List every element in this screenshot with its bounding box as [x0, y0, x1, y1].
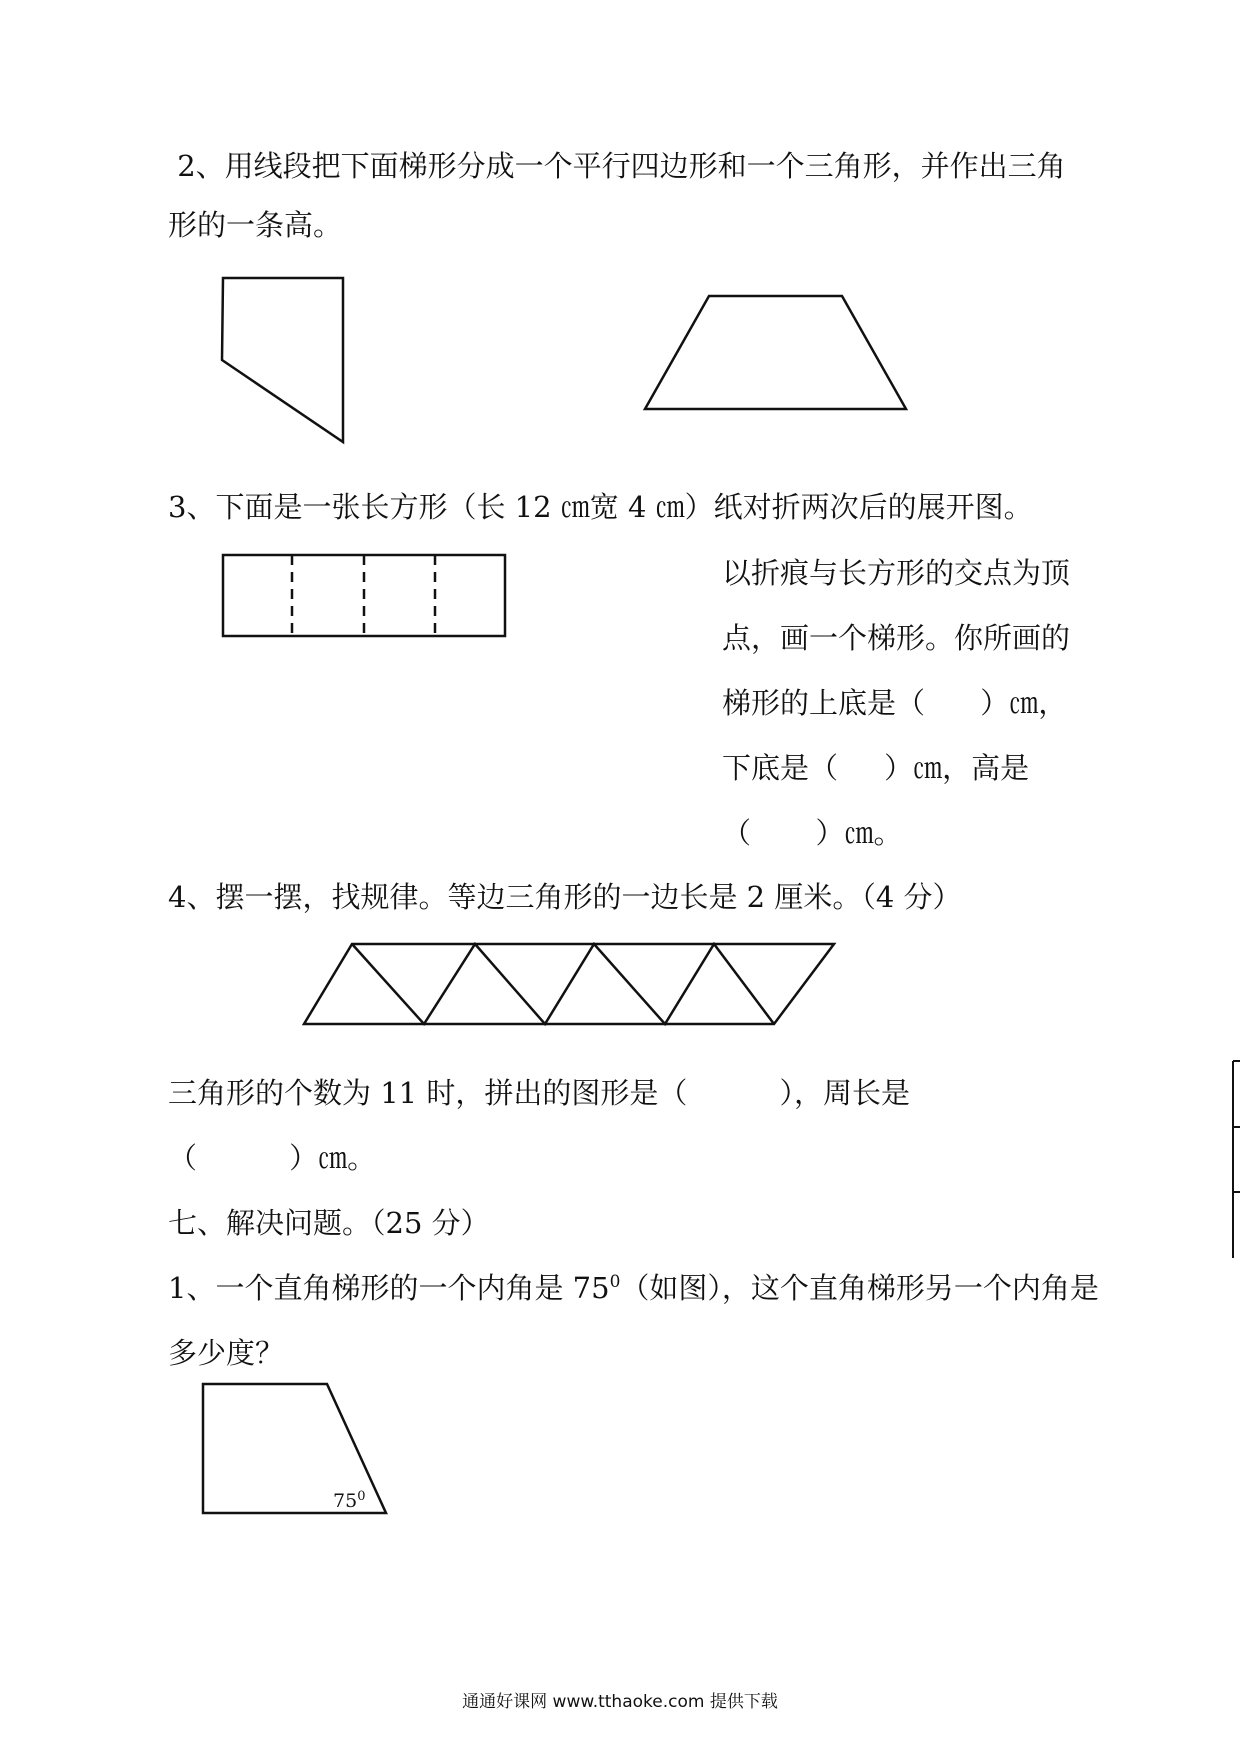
q4-line1: 三角形的个数为 11 时，拼出的图形是（ ），周长是 — [168, 1076, 911, 1110]
q2-isosceles-trapezoid-shape — [645, 296, 906, 409]
q4-triangle-diagonals — [352, 944, 774, 1024]
q2-line1: 2、用线段把下面梯形分成一个平行四边形和一个三角形，并作出三角 — [168, 149, 1066, 183]
q1-text-part2: （如图），这个直角梯形另一个内角是 — [620, 1271, 1099, 1305]
section7-title: 七、解决问题。（25 分） — [168, 1206, 490, 1240]
q1-degree-sup: 0 — [609, 1272, 621, 1292]
q3-text-line2: 点，画一个梯形。你所画的 — [722, 621, 1071, 655]
q3-text-line1: 以折痕与长方形的交点为顶 — [722, 556, 1071, 590]
section7-q1-line2: 多少度？ — [168, 1336, 285, 1370]
q3-text-line5: （ ）㎝。 — [722, 816, 903, 850]
q2-line2: 形的一条高。 — [168, 208, 343, 242]
edge-table-marks — [1233, 1061, 1240, 1258]
q1-text-part1: 1、一个直角梯形的一个内角是 75 — [168, 1271, 610, 1305]
q3-text-line3: 梯形的上底是（ ）㎝， — [722, 686, 1068, 720]
page-footer: 通通好课网 www.tthaoke.com 提供下载 — [462, 1692, 778, 1712]
q2-right-trapezoid-shape — [222, 278, 343, 442]
q3-title: 3、下面是一张长方形（长 12 ㎝宽 4 ㎝）纸对折两次后的展开图。 — [168, 490, 1033, 524]
angle-value: 75 — [333, 1490, 358, 1512]
q3-fold-lines — [292, 555, 435, 636]
q4-line2: （ ）㎝。 — [168, 1141, 377, 1175]
q3-text-line4: 下底是（ ）㎝，高是 — [722, 751, 1030, 785]
angle-degree-sup: 0 — [357, 1489, 366, 1504]
q4-title: 4、摆一摆，找规律。等边三角形的一边长是 2 厘米。（4 分） — [168, 880, 962, 914]
angle-label — [333, 1490, 365, 1515]
